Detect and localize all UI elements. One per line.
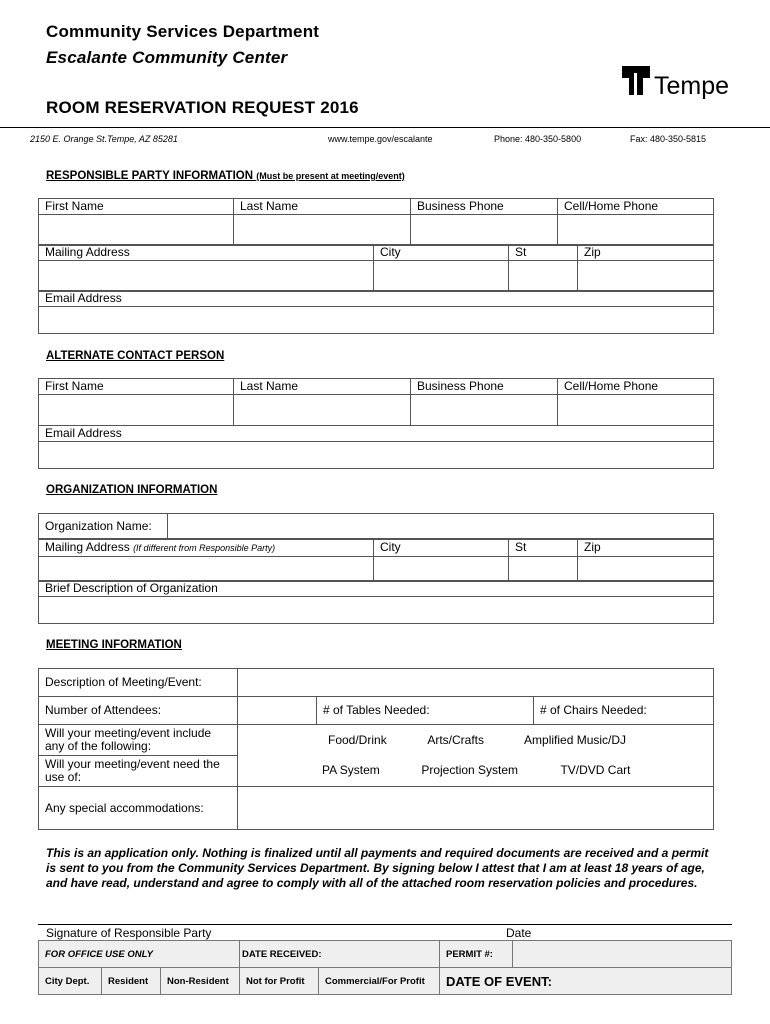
org-zip-field[interactable] — [578, 557, 714, 582]
email-field[interactable] — [39, 307, 714, 334]
tempe-logo-text: Tempe — [654, 72, 730, 100]
org-description-table — [38, 580, 714, 624]
tv-dvd-cart-option[interactable]: TV/DVD Cart — [560, 763, 631, 778]
permit-field[interactable] — [513, 941, 732, 968]
special-field[interactable] — [238, 787, 714, 830]
org-zip-label: Zip — [578, 540, 714, 557]
attendees-field[interactable] — [238, 697, 317, 725]
org-name-table — [38, 513, 714, 539]
disclaimer: This is an application only. Nothing is finalized until all payments and required documents are received and a permit is sent to you from the Community Services Department. By signing below I attest that I am at least 18 years of age, and have read, understand and agree to comply with all of the attached room reservation policies and procedures. — [46, 846, 709, 890]
department-title: Community Services Department — [46, 22, 320, 41]
website: www.tempe.gov/escalante — [328, 134, 433, 144]
first-name-label: First Name — [39, 199, 234, 215]
date-label: Date — [506, 926, 532, 940]
alt-last-name-label: Last Name — [234, 379, 411, 395]
last-name-field[interactable] — [234, 215, 411, 246]
mailing-address-label: Mailing Address — [39, 245, 374, 261]
need-options — [238, 756, 714, 787]
org-description-label: Brief Description of Organization — [39, 581, 714, 597]
description-label: Description of Meeting/Event: — [39, 669, 238, 697]
pa-system-option[interactable]: PA System — [322, 763, 380, 778]
responsible-email-table — [38, 290, 714, 334]
city-dept-box[interactable]: City Dept. — [39, 968, 102, 995]
org-address-table — [38, 539, 714, 582]
alt-last-name-field[interactable] — [234, 395, 411, 426]
fax: Fax: 480-350-5815 — [630, 134, 707, 144]
phone: Phone: 480-350-5800 — [494, 134, 582, 144]
office-use-table — [38, 940, 732, 995]
alternate-name-table — [38, 378, 714, 426]
alt-cell-phone-label: Cell/Home Phone — [558, 379, 714, 395]
amplified-music-option[interactable]: Amplified Music/DJ — [524, 732, 627, 747]
tables-label: # of Tables Needed: — [317, 697, 534, 725]
mailing-address-field[interactable] — [39, 261, 374, 292]
responsible-note: (Must be present at meeting/event) — [256, 171, 405, 181]
tempe-logo-icon — [620, 64, 654, 98]
email-label: Email Address — [39, 291, 714, 307]
last-name-label: Last Name — [234, 199, 411, 215]
org-name-field[interactable] — [168, 514, 714, 539]
center-name: Escalante Community Center — [46, 48, 288, 67]
date-of-event-label: DATE OF EVENT: — [440, 968, 732, 995]
alt-email-label: Email Address — [39, 426, 714, 442]
city-field[interactable] — [374, 261, 509, 292]
org-city-label: City — [374, 540, 509, 557]
meeting-table — [38, 668, 714, 830]
form-title: ROOM RESERVATION REQUEST 2016 — [46, 98, 359, 117]
attendees-label: Number of Attendees: — [39, 697, 238, 725]
alternate-section-title: ALTERNATE CONTACT PERSON — [46, 350, 225, 362]
org-st-field[interactable] — [509, 557, 578, 582]
alt-first-name-label: First Name — [39, 379, 234, 395]
city-label: City — [374, 245, 509, 261]
meeting-section-title: MEETING INFORMATION — [46, 639, 182, 651]
projection-system-option[interactable]: Projection System — [421, 763, 519, 778]
business-phone-field[interactable] — [411, 215, 558, 246]
header-rule — [0, 127, 770, 128]
signature-label: Signature of Responsible Party — [46, 926, 212, 940]
alt-first-name-field[interactable] — [39, 395, 234, 426]
responsible-address-table — [38, 244, 714, 292]
st-label: St — [509, 245, 578, 261]
org-city-field[interactable] — [374, 557, 509, 582]
resident-box[interactable]: Resident — [102, 968, 161, 995]
alt-cell-phone-field[interactable] — [558, 395, 714, 426]
special-label: Any special accommodations: — [39, 787, 238, 830]
organization-section-title: ORGANIZATION INFORMATION — [46, 484, 218, 496]
address: 2150 E. Orange St.Tempe, AZ 85281 — [30, 134, 178, 144]
org-mailing-address-field[interactable] — [39, 557, 374, 582]
org-mailing-note: (If different from Responsible Party) — [133, 543, 276, 553]
business-phone-label: Business Phone — [411, 199, 558, 215]
cell-phone-field[interactable] — [558, 215, 714, 246]
org-mailing-address-label: Mailing Address (If different from Responsible Party) — [39, 540, 374, 557]
zip-label: Zip — [578, 245, 714, 261]
alt-business-phone-label: Business Phone — [411, 379, 558, 395]
date-received-label: DATE RECEIVED: — [240, 941, 440, 968]
cell-phone-label: Cell/Home Phone — [558, 199, 714, 215]
first-name-field[interactable] — [39, 215, 234, 246]
signature-line — [38, 924, 732, 925]
need-question: Will your meeting/event need the use of: — [39, 756, 238, 787]
include-options — [238, 725, 714, 756]
responsible-name-table — [38, 198, 714, 246]
org-name-label: Organization Name: — [39, 514, 168, 539]
alternate-email-table — [38, 425, 714, 469]
non-resident-box[interactable]: Non-Resident — [161, 968, 240, 995]
arts-crafts-option[interactable]: Arts/Crafts — [427, 732, 485, 747]
description-field[interactable] — [238, 669, 714, 697]
zip-field[interactable] — [578, 261, 714, 292]
st-field[interactable] — [509, 261, 578, 292]
commercial-box[interactable]: Commercial/For Profit — [319, 968, 440, 995]
responsible-section-title: RESPONSIBLE PARTY INFORMATION (Must be present at meeting/event) — [46, 170, 405, 182]
alt-email-field[interactable] — [39, 442, 714, 469]
alt-business-phone-field[interactable] — [411, 395, 558, 426]
permit-label: PERMIT #: — [440, 941, 513, 968]
chairs-label: # of Chairs Needed: — [534, 697, 714, 725]
not-for-profit-box[interactable]: Not for Profit — [240, 968, 319, 995]
food-drink-option[interactable]: Food/Drink — [328, 732, 387, 747]
include-question: Will your meeting/event include any of the following: — [39, 725, 238, 756]
org-description-field[interactable] — [39, 597, 714, 624]
office-use-label: FOR OFFICE USE ONLY — [39, 941, 240, 968]
org-st-label: St — [509, 540, 578, 557]
